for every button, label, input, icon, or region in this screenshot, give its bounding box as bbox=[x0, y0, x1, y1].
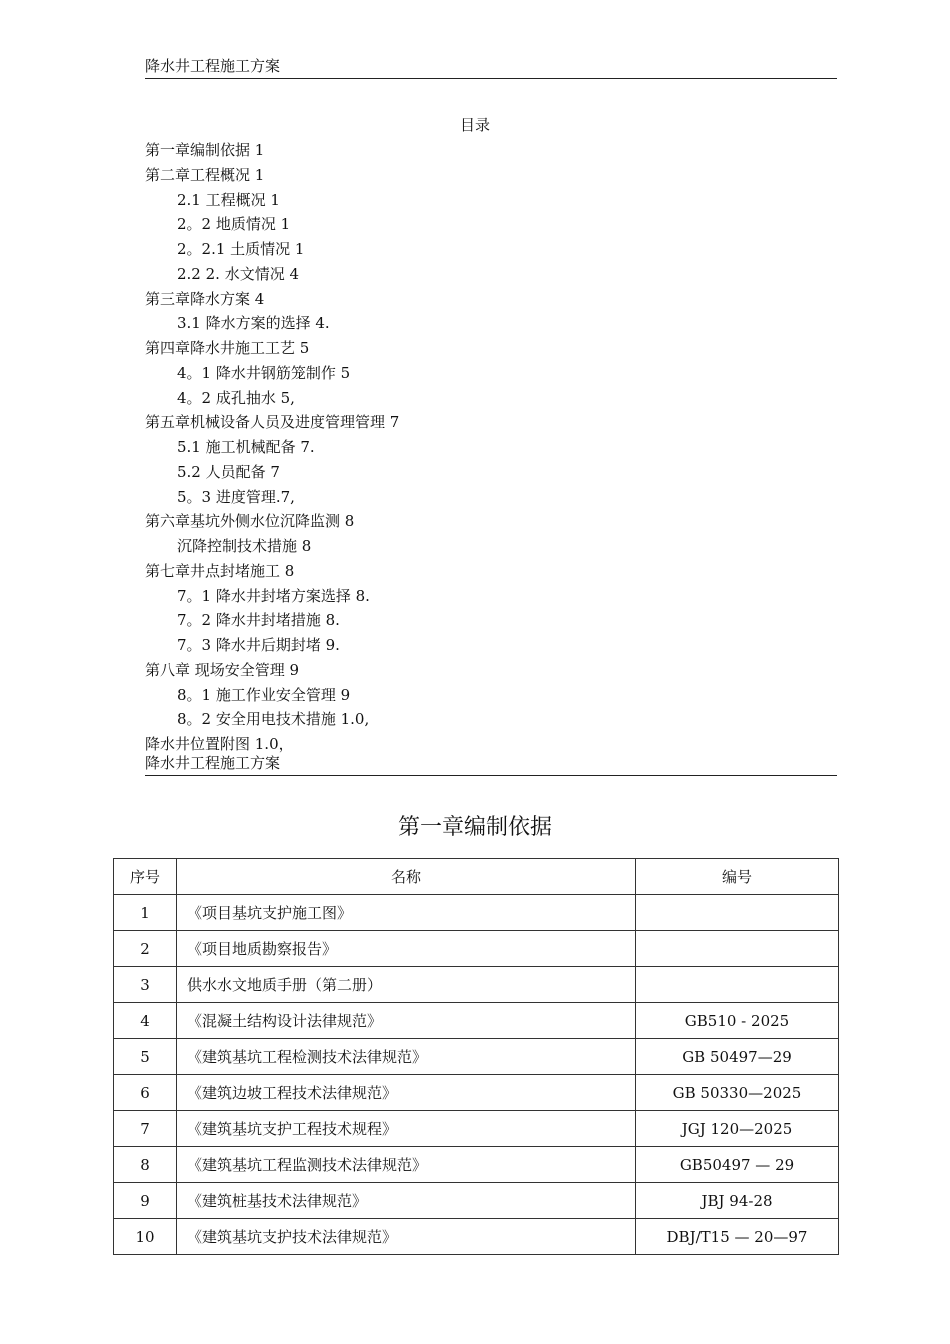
row-index-cell: 3 bbox=[114, 967, 177, 1003]
row-code-cell bbox=[636, 931, 839, 967]
row-code-cell: GB510 - 2025 bbox=[636, 1003, 839, 1039]
row-index-cell: 8 bbox=[114, 1147, 177, 1183]
table-row bbox=[114, 1075, 839, 1111]
page-header bbox=[145, 57, 837, 79]
toc-item: 3.1 降水方案的选择 4. bbox=[177, 314, 330, 333]
row-name-cell: 《建筑基坑支护工程技术规程》 bbox=[177, 1111, 636, 1147]
header-name: 名称 bbox=[177, 859, 636, 895]
row-index-cell: 2 bbox=[114, 931, 177, 967]
page-header-2 bbox=[145, 754, 837, 776]
row-code-cell: JBJ 94-28 bbox=[636, 1183, 839, 1219]
table-row bbox=[114, 1039, 839, 1075]
toc-item: 7。2 降水井封堵措施 8. bbox=[177, 611, 340, 630]
row-code-cell: GB50497 — 29 bbox=[636, 1147, 839, 1183]
table-row bbox=[114, 1147, 839, 1183]
toc-item: 7。1 降水井封堵方案选择 8. bbox=[177, 586, 370, 605]
toc-item: 7。3 降水井后期封堵 9. bbox=[177, 636, 340, 654]
row-index-cell: 10 bbox=[114, 1219, 177, 1255]
row-name-cell: 供水水文地质手册（第二册） bbox=[177, 967, 636, 1003]
toc-item: 4。1 降水井钢筋笼制作 5 bbox=[177, 363, 351, 382]
toc-item: 5.2 人员配备 7 bbox=[177, 462, 280, 481]
table-row bbox=[114, 895, 839, 931]
row-name-cell: 《混凝土结构设计法律规范》 bbox=[177, 1003, 636, 1039]
row-index-cell: 7 bbox=[114, 1111, 177, 1147]
row-index-cell: 6 bbox=[114, 1075, 177, 1111]
row-index-cell: 9 bbox=[114, 1183, 177, 1219]
toc-item: 2。2 地质情况 1 bbox=[177, 215, 291, 234]
reference-table bbox=[113, 858, 839, 1255]
row-index-cell: 5 bbox=[114, 1039, 177, 1075]
table-header-row bbox=[114, 859, 839, 895]
toc-item: 2。2.1 土质情况 1 bbox=[177, 240, 305, 258]
toc-item: 降水井位置附图 1.0， bbox=[145, 735, 294, 753]
header-index: 序号 bbox=[114, 859, 177, 895]
toc-item: 第六章基坑外侧水位沉降监测 8 bbox=[145, 512, 355, 531]
row-code-cell: JGJ 120—2025 bbox=[636, 1111, 839, 1147]
row-code-cell: GB 50330—2025 bbox=[636, 1075, 839, 1111]
row-code-cell bbox=[636, 967, 839, 1003]
toc-item: 5.1 施工机械配备 7. bbox=[177, 438, 315, 456]
row-name-cell: 《建筑基坑支护技术法律规范》 bbox=[177, 1219, 636, 1255]
table-row bbox=[114, 931, 839, 967]
toc-item: 5。3 进度管理.7, bbox=[177, 487, 295, 506]
row-name-cell: 《建筑边坡工程技术法律规范》 bbox=[177, 1075, 636, 1111]
row-name-cell: 《建筑基坑工程检测技术法律规范》 bbox=[177, 1039, 636, 1075]
header-code: 编号 bbox=[636, 859, 839, 895]
toc-item: 第二章工程概况 1 bbox=[145, 165, 265, 184]
row-index-cell: 4 bbox=[114, 1003, 177, 1039]
table-body bbox=[114, 895, 839, 1255]
table-row bbox=[114, 1111, 839, 1147]
toc-item: 8。1 施工作业安全管理 9 bbox=[177, 685, 351, 704]
row-name-cell: 《项目地质勘察报告》 bbox=[177, 931, 636, 967]
table-of-contents bbox=[145, 138, 825, 757]
toc-item: 第五章机械设备人员及进度管理管理 7 bbox=[145, 413, 400, 432]
table-row bbox=[114, 967, 839, 1003]
table-row bbox=[114, 1003, 839, 1039]
table-row bbox=[114, 1183, 839, 1219]
toc-title: 目录 bbox=[459, 116, 490, 134]
header-title-2: 降水井工程施工方案 bbox=[145, 754, 281, 772]
row-code-cell: GB 50497—29 bbox=[636, 1039, 839, 1075]
header-title: 降水井工程施工方案 bbox=[145, 57, 281, 75]
table-row bbox=[114, 1219, 839, 1255]
toc-item: 8。2 安全用电技术措施 1.0, bbox=[177, 710, 370, 729]
row-name-cell: 《建筑桩基技术法律规范》 bbox=[177, 1183, 636, 1219]
toc-item: 沉降控制技术措施 8 bbox=[177, 537, 312, 555]
toc-item: 2.1 工程概况 1 bbox=[177, 190, 280, 209]
toc-item: 第八章 现场安全管理 9 bbox=[145, 660, 300, 679]
row-name-cell: 《建筑基坑工程监测技术法律规范》 bbox=[177, 1147, 636, 1183]
toc-item: 第三章降水方案 4 bbox=[145, 289, 265, 308]
row-index-cell: 1 bbox=[114, 895, 177, 931]
toc-item: 第四章降水井施工工艺 5 bbox=[145, 339, 310, 357]
toc-item: 第七章井点封堵施工 8 bbox=[145, 561, 295, 580]
toc-item: 2.2 2. 水文情况 4 bbox=[177, 264, 300, 283]
chapter-title: 第一章编制依据 bbox=[397, 815, 552, 840]
row-name-cell: 《项目基坑支护施工图》 bbox=[177, 895, 636, 931]
toc-item: 第一章编制依据 1 bbox=[145, 141, 265, 159]
row-code-cell bbox=[636, 895, 839, 931]
toc-item: 4。2 成孔抽水 5, bbox=[177, 388, 295, 407]
row-code-cell: DBJ/T15 — 20—97 bbox=[636, 1219, 839, 1255]
